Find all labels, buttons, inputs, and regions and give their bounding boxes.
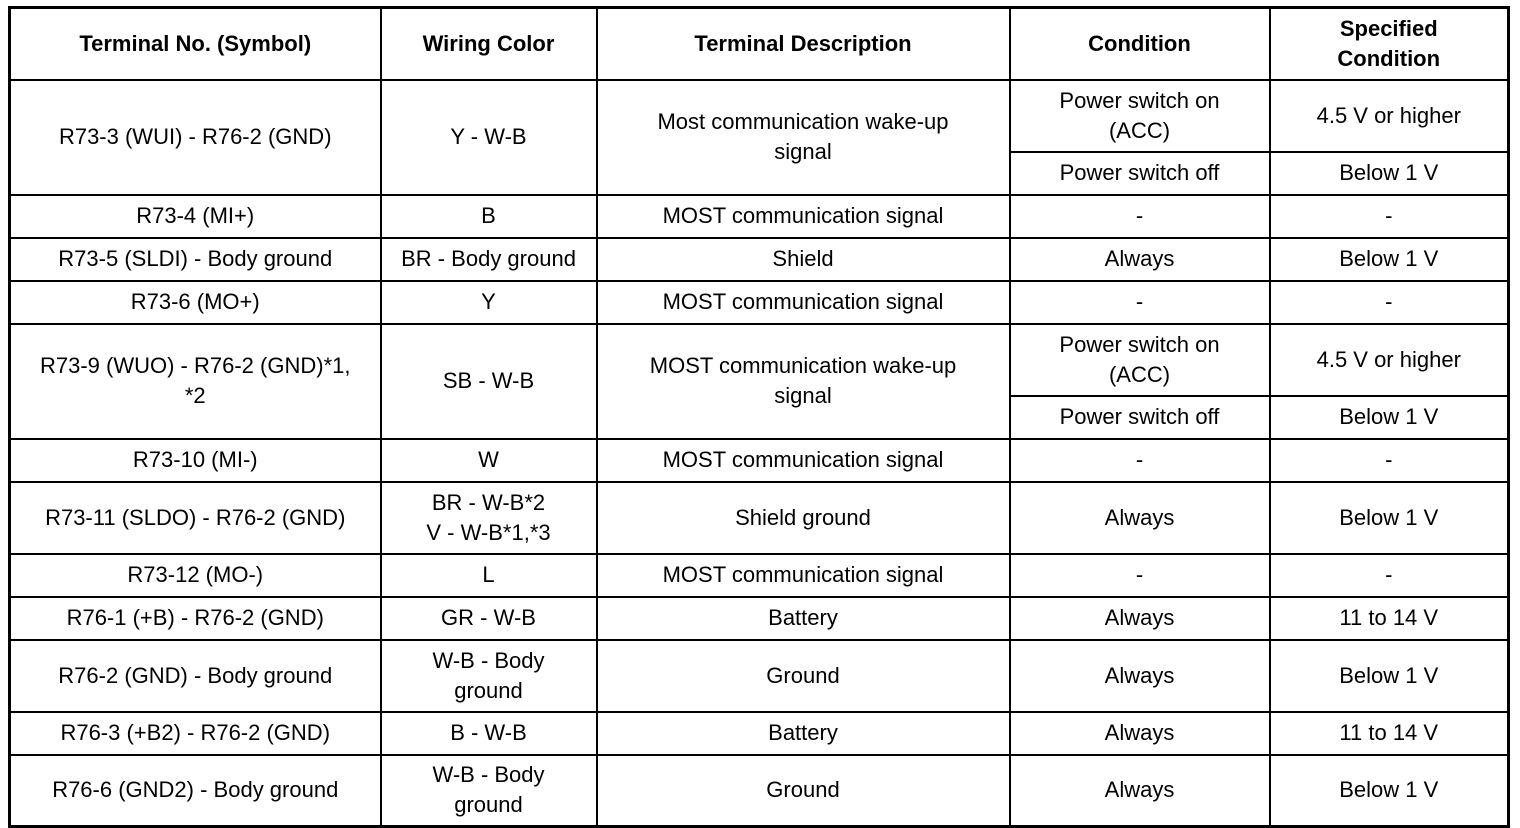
wiring-color-cell: W [381,439,597,482]
table-row [10,755,1509,827]
specified-condition-cell: Below 1 V [1270,482,1509,554]
header-terminal: Terminal No. (Symbol) [10,8,381,80]
specified-condition-cell: Below 1 V [1270,152,1509,195]
specified-condition-cell: Below 1 V [1270,238,1509,281]
specified-condition-cell: Below 1 V [1270,755,1509,827]
table-row [10,238,1509,281]
table-row [10,439,1509,482]
condition-cell: Always [1010,712,1270,755]
wiring-color-cell: Y - W-B [381,80,597,195]
terminal-cell: R76-3 (+B2) - R76-2 (GND) [10,712,381,755]
description-cell: MOST communication signal [597,195,1010,238]
specified-condition-cell: - [1270,195,1509,238]
terminal-cell: R76-6 (GND2) - Body ground [10,755,381,827]
table-row [10,554,1509,597]
description-cell: Shield [597,238,1010,281]
specified-condition-cell: Below 1 V [1270,396,1509,439]
description-cell: Ground [597,755,1010,827]
wiring-color-cell: W-B - Body ground [381,640,597,712]
specified-condition-cell: 11 to 14 V [1270,712,1509,755]
header-terminal-description: Terminal Description [597,8,1010,80]
terminal-cell: R73-3 (WUI) - R76-2 (GND) [10,80,381,195]
condition-cell: Power switch off [1010,152,1270,195]
terminal-cell: R73-4 (MI+) [10,195,381,238]
table-row [10,712,1509,755]
description-cell: Battery [597,712,1010,755]
description-cell: Shield ground [597,482,1010,554]
terminal-cell: R73-9 (WUO) - R76-2 (GND)*1, *2 [10,324,381,439]
table-row [10,640,1509,712]
terminal-cell: R76-1 (+B) - R76-2 (GND) [10,597,381,640]
specified-condition-cell: 11 to 14 V [1270,597,1509,640]
specified-condition-cell: - [1270,281,1509,324]
wiring-color-cell: L [381,554,597,597]
description-cell: MOST communication wake-up signal [597,324,1010,439]
terminal-cell: R73-11 (SLDO) - R76-2 (GND) [10,482,381,554]
table-row [10,324,1509,396]
condition-cell: - [1010,195,1270,238]
header-row [10,8,1509,80]
table-row [10,597,1509,640]
terminal-cell: R73-5 (SLDI) - Body ground [10,238,381,281]
specified-condition-cell: Below 1 V [1270,640,1509,712]
header-specified-condition: Specified Condition [1270,8,1509,80]
specified-condition-cell: - [1270,439,1509,482]
condition-cell: Always [1010,238,1270,281]
condition-cell: Always [1010,640,1270,712]
condition-cell: Always [1010,755,1270,827]
condition-cell: Always [1010,597,1270,640]
terminal-cell: R73-6 (MO+) [10,281,381,324]
table-body [10,80,1509,827]
wiring-color-cell: B [381,195,597,238]
terminal-cell: R73-10 (MI-) [10,439,381,482]
condition-cell: Always [1010,482,1270,554]
wiring-color-cell: Y [381,281,597,324]
condition-cell: - [1010,281,1270,324]
description-cell: MOST communication signal [597,439,1010,482]
terminal-cell: R73-12 (MO-) [10,554,381,597]
table-header [10,8,1509,80]
description-cell: MOST communication signal [597,554,1010,597]
header-condition: Condition [1010,8,1270,80]
description-cell: MOST communication signal [597,281,1010,324]
condition-cell: Power switch on (ACC) [1010,324,1270,396]
table-row [10,482,1509,554]
specified-condition-cell: - [1270,554,1509,597]
description-cell: Battery [597,597,1010,640]
wiring-color-cell: SB - W-B [381,324,597,439]
terminal-cell: R76-2 (GND) - Body ground [10,640,381,712]
table-row [10,80,1509,152]
table-row [10,195,1509,238]
header-wiring-color: Wiring Color [381,8,597,80]
wiring-color-cell: W-B - Body ground [381,755,597,827]
wiring-color-cell: GR - W-B [381,597,597,640]
condition-cell: Power switch off [1010,396,1270,439]
wiring-color-cell: BR - Body ground [381,238,597,281]
terminal-spec-table [8,6,1510,828]
condition-cell: Power switch on (ACC) [1010,80,1270,152]
table-row [10,281,1509,324]
description-cell: Ground [597,640,1010,712]
wiring-color-cell: B - W-B [381,712,597,755]
condition-cell: - [1010,554,1270,597]
specified-condition-cell: 4.5 V or higher [1270,80,1509,152]
condition-cell: - [1010,439,1270,482]
specified-condition-cell: 4.5 V or higher [1270,324,1509,396]
wiring-color-cell: BR - W-B*2 V - W-B*1,*3 [381,482,597,554]
description-cell: Most communication wake-up signal [597,80,1010,195]
